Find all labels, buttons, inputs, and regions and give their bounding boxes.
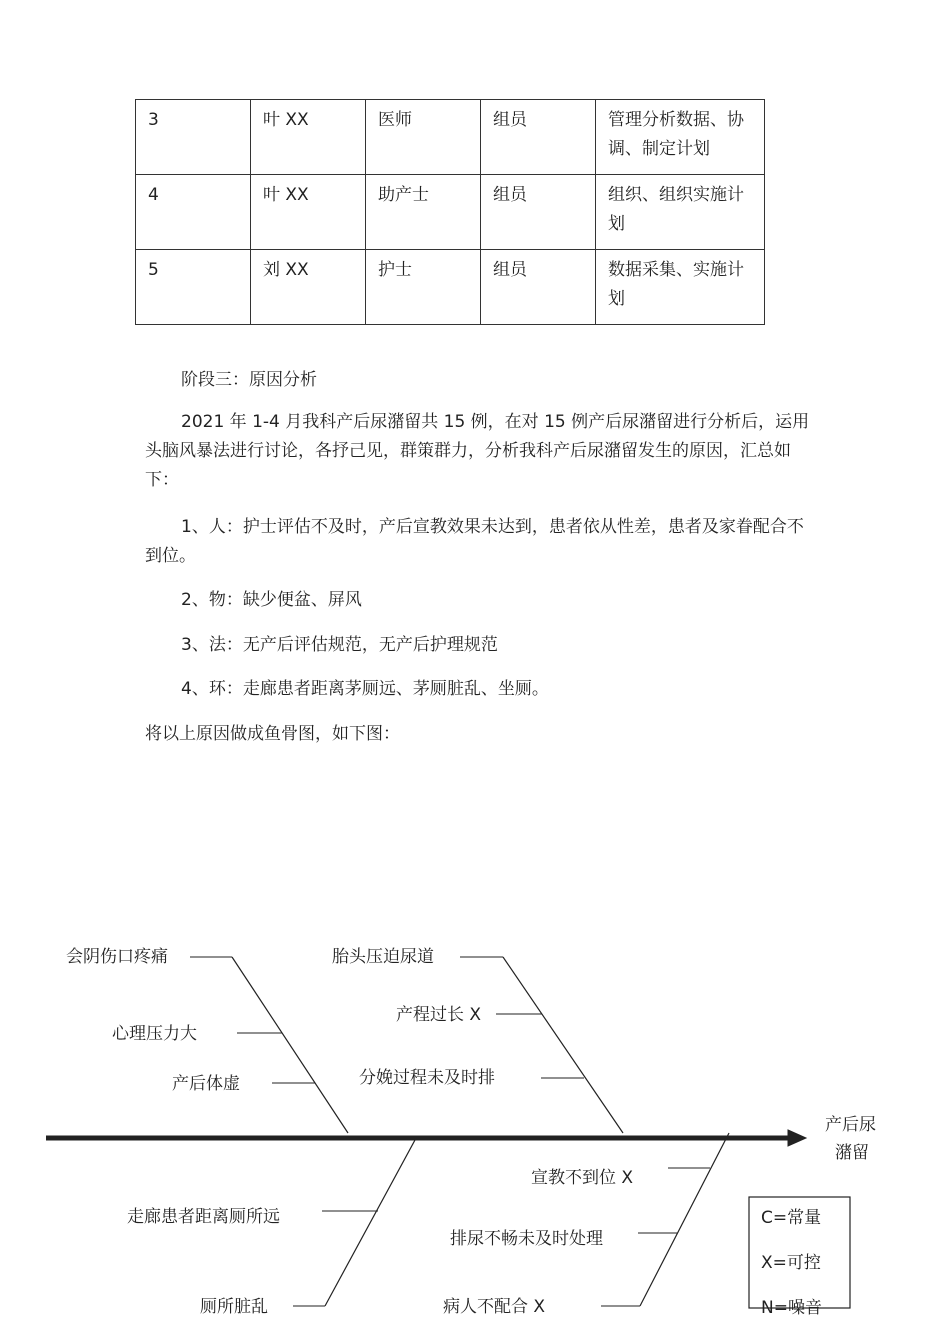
- legend-item: X=可控: [761, 1253, 821, 1273]
- legend-item: N=噪音: [761, 1298, 822, 1318]
- intro-paragraph: 2021 年 1-4 月我科产后尿潴留共 15 例，在对 15 例产后尿潴留进行分析后，运用头脑风暴法进行讨论，各抒己见，群策群力，分析我科产后尿潴留发生的原因，汇总如下：: [145, 412, 810, 490]
- bone-upper-right: [503, 957, 623, 1133]
- table-cell: 助产士: [366, 175, 481, 250]
- table-cell: 叶 XX: [251, 175, 366, 250]
- cause-label: 厕所脏乱: [200, 1297, 268, 1317]
- fishbone-head-line1: 产后尿: [825, 1115, 876, 1135]
- table-cell: 组员: [481, 250, 596, 325]
- fishbone-head-line2: 潴留: [835, 1143, 869, 1163]
- table-cell: 5: [136, 250, 251, 325]
- table-cell: 组织、组织实施计划: [596, 175, 765, 250]
- table-cell: 刘 XX: [251, 250, 366, 325]
- bone-lower-left: [325, 1140, 415, 1306]
- table-cell: 3: [136, 100, 251, 175]
- bone-lower-right: [640, 1133, 729, 1306]
- table-cell: 叶 XX: [251, 100, 366, 175]
- cause-method: 3、法：无产后评估规范，无产后护理规范: [181, 635, 498, 655]
- cause-label: 产后体虚: [172, 1074, 240, 1094]
- cause-label: 胎头压迫尿道: [332, 947, 434, 967]
- cause-label: 心理压力大: [112, 1024, 197, 1044]
- table-cell: 医师: [366, 100, 481, 175]
- table-cell: 护士: [366, 250, 481, 325]
- cause-label: 会阴伤口疼痛: [66, 947, 168, 967]
- cause-people: 1、人：护士评估不及时，产后宣教效果未达到，患者依从性差，患者及家眷配合不到位。: [145, 517, 804, 566]
- table-row: [136, 100, 765, 175]
- table-cell: 4: [136, 175, 251, 250]
- fishbone-diagram: [0, 900, 950, 1344]
- bone-upper-left: [232, 957, 348, 1133]
- cause-label: 走廊患者距离厕所远: [127, 1207, 280, 1227]
- staff-table: [135, 99, 765, 325]
- cause-label: 分娩过程未及时排: [359, 1068, 495, 1088]
- cause-label: 宣教不到位 X: [531, 1168, 634, 1188]
- cause-label: 排尿不畅未及时处理: [450, 1229, 603, 1249]
- legend-item: C=常量: [761, 1208, 822, 1228]
- table-cell: 组员: [481, 100, 596, 175]
- stage-heading: 阶段三：原因分析: [181, 370, 317, 390]
- table-cell: 组员: [481, 175, 596, 250]
- cause-material: 2、物：缺少便盆、屏风: [181, 590, 362, 610]
- cause-environment: 4、环：走廊患者距离茅厕远、茅厕脏乱、坐厕。: [181, 679, 549, 699]
- table-row: [136, 250, 765, 325]
- arrowhead-icon: [788, 1130, 806, 1146]
- fishbone-intro: 将以上原因做成鱼骨图，如下图：: [145, 724, 400, 744]
- cause-label: 产程过长 X: [396, 1005, 482, 1025]
- table-row: [136, 175, 765, 250]
- cause-label: 病人不配合 X: [443, 1297, 546, 1317]
- table-cell: 数据采集、实施计划: [596, 250, 765, 325]
- table-cell: 管理分析数据、协调、制定计划: [596, 100, 765, 175]
